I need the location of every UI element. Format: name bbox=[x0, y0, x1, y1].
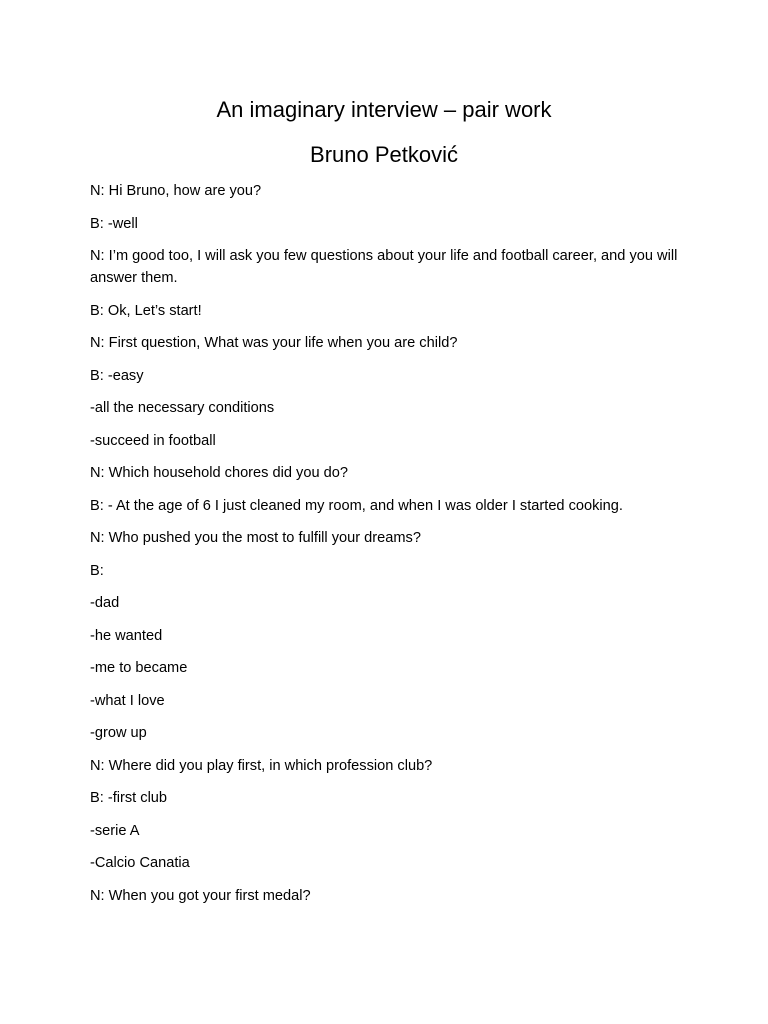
paragraph: -serie A bbox=[90, 822, 140, 839]
paragraph: -he wanted bbox=[90, 627, 163, 644]
paragraph: N: Hi Bruno, how are you? bbox=[90, 183, 262, 199]
interview-text bbox=[90, 180, 690, 917]
paragraph: N: Where did you play first, in which profession club? bbox=[90, 757, 433, 774]
paragraph: -succeed in football bbox=[90, 432, 216, 449]
paragraph: N: Who pushed you the most to fulfill your dreams? bbox=[90, 530, 421, 546]
paragraph: -what I love bbox=[90, 692, 165, 709]
paragraph: N: First question, What was your life when you are child? bbox=[90, 335, 458, 351]
document-title: An imaginary interview – pair work bbox=[216, 97, 552, 122]
paragraph: -Calcio Canatia bbox=[90, 855, 190, 871]
paragraph: -grow up bbox=[90, 725, 147, 741]
paragraph: N: I’m good too, I will ask you few questions about your life and football career, and you will answer them. bbox=[90, 248, 678, 286]
paragraph: N: Which household chores did you do? bbox=[90, 465, 348, 481]
paragraph: B: -well bbox=[90, 215, 138, 232]
paragraph: -me to became bbox=[90, 660, 188, 676]
paragraph: -dad bbox=[90, 595, 120, 611]
paragraph: B: - At the age of 6 I just cleaned my room, and when I was older I started cooking. bbox=[90, 497, 623, 514]
paragraph: B: bbox=[90, 562, 104, 579]
paragraph: B: Ok, Let’s start! bbox=[90, 302, 202, 319]
document-subtitle: Bruno Petković bbox=[310, 142, 458, 167]
paragraph: B: -easy bbox=[90, 367, 144, 384]
paragraph: B: -first club bbox=[90, 790, 168, 806]
paragraph: N: When you got your first medal? bbox=[90, 887, 311, 904]
paragraph: -all the necessary conditions bbox=[90, 400, 275, 416]
